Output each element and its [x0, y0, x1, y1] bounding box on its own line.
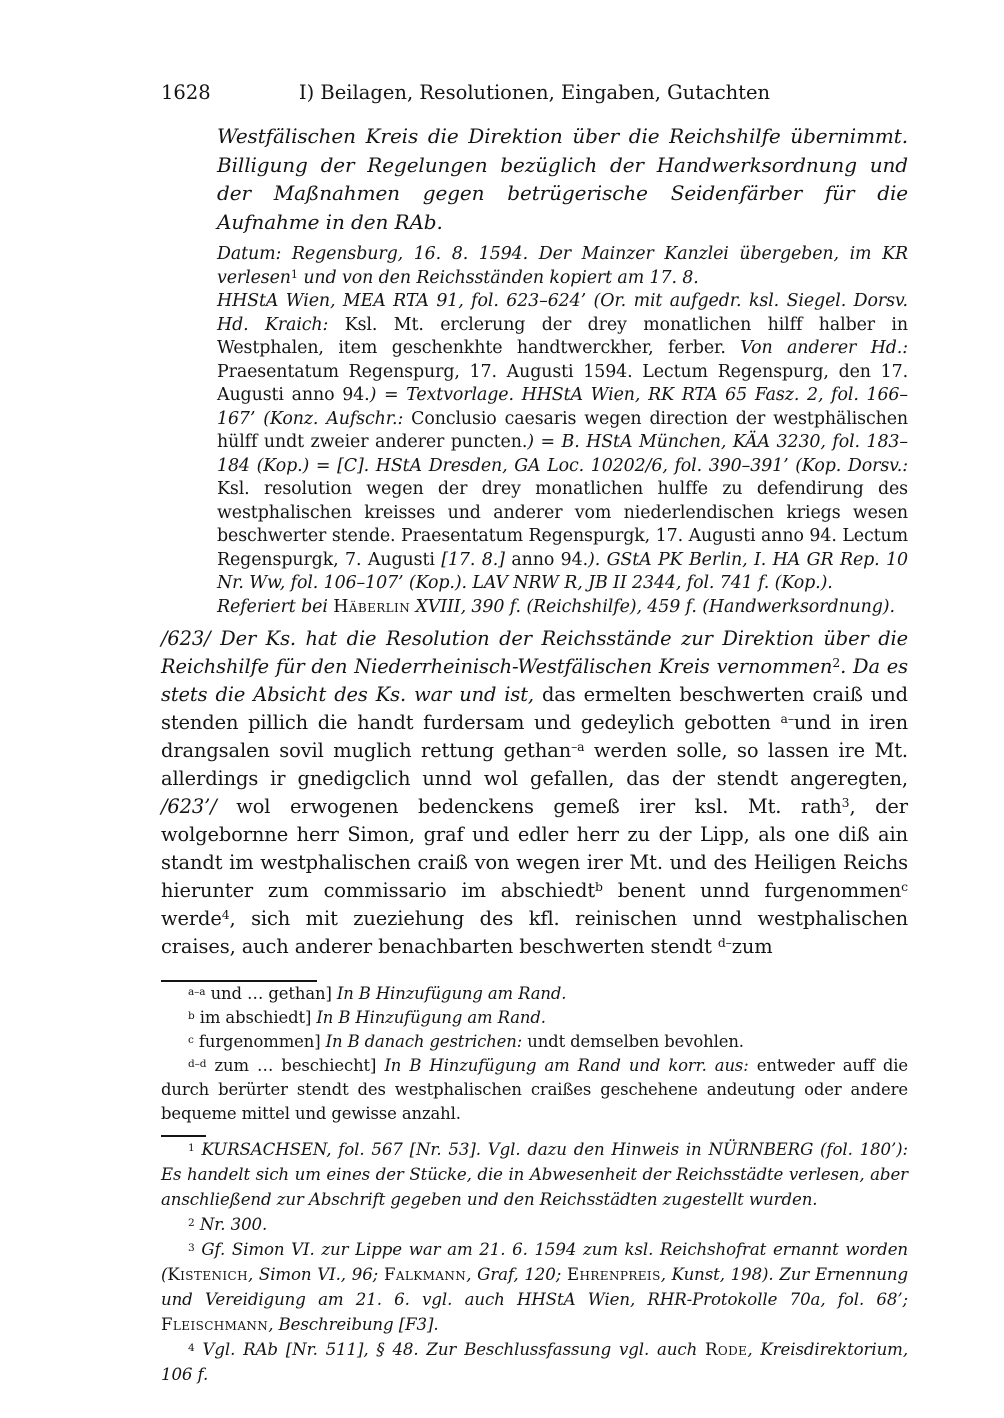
text-block [161, 80, 908, 1387]
footnote-3: $^3$ Gf. Simon VI. zur Lippe war am 21. 6. 1594 zum ksl. Reichshofrat ernannt worden (Kistenich, Simon VI., 96; Falkmann, Graf, 120; Ehrenpreis, Kunst, 198). Zur Ernennung und Vereidigung am 21. 6. vgl. auch HHStA Wien, RHR-Protokolle 70a, fol. 68’; Fleischmann, Beschreibung [F3]. [161, 1240, 909, 1335]
commentary-footnotes [161, 1135, 908, 1387]
critical-apparatus [161, 980, 908, 1126]
page-header [161, 80, 908, 106]
footnote-4: $^4$ Vgl. RAb [Nr. 511], § 48. Zur Beschlussfassung vgl. auch Rode, Kreisdirektorium, 106 f. [161, 1340, 908, 1385]
variant-note-c: $^c$ furgenommen] In B danach gestrichen: undt demselben bevohlen. [188, 1032, 744, 1052]
datum-line: Datum: Regensburg, 16. 8. 1594. Der Mainzer Kanzlei übergeben, im KR verlesen$^1$ und von den Reichsständen kopiert am 17. 8. [217, 244, 908, 288]
document-body: /623/ Der Ks. hat die Resolution der Reichsstände zur Direktion über die Reichshilfe für den Niederrheinisch-Westfälischen Kreis vernommen$^2$. Da es stets die Absicht des Ks. war und ist, das ermelten beschwerten craiß und stenden pillich die handt furdersam und gedeylich gebotten $^{a-}$und in iren drangsalen sovil muglich rettung gethan$^{-a}$ werden solle, so lassen ire Mt. allerdings ir gnedigclich unnd wol gefallen, das der stendt angeregten, /623’/ wol erwogenen bedenckens gemeß irer ksl. Mt. rath$^3$, der wolgebornne herr Simon, graf und edler herr zu der Lipp, als one diß ain standt im westphalischen craiß von wegen irer Mt. und des Heiligen Reichs hierunter zum commissario im abschiedt$^b$ benent unnd furgenommen$^c$ werde$^4$, sich mit zueziehung des kfl. reinischen unnd westphalischen craises, auch anderer benachbarten beschwerten stendt $^{d-}$zum [161, 627, 909, 958]
variant-note-d: $^{d-d}$ zum … beschiecht] In B Hinzufügung am Rand und korr. aus: entweder auff die durch berürter stendt des westphalischen craißes geschehene andeutung oder andere bequeme mittel und gewisse anzahl. [161, 1056, 908, 1124]
footnote-2: $^2$ Nr. 300. [188, 1215, 268, 1235]
document-summary: Westfälischen Kreis die Direktion über die Reichshilfe übernimmt. Billigung der Regelungen bezüglich der Handwerksordnung und der Maßnahmen gegen betrügerische Seidenfärber für die Aufnahme in den RAb. [217, 124, 908, 234]
reference-line: Referiert bei Häberlin XVIII, 390 f. (Reichshilfe), 459 f. (Handwerksordnung). [217, 596, 895, 617]
page-number: 1628 [161, 81, 211, 104]
variant-note-a: $^{a-a}$ und … gethan] In B Hinzufügung am Rand. [188, 984, 567, 1004]
source-description: HHStA Wien, MEA RTA 91, fol. 623–624’ (Or. mit aufgedr. ksl. Siegel. Dorsv. Hd. Kraich: Ksl. Mt. erclerung der drey monatlichen hilff halber in Westphalen, item geschenkhte handtwerckher, ferber. Von anderer Hd.: Praesentatum Regenspurg, 17. Augusti 1594. Lectum Regenspurg, den 17. Augusti anno 94.) = Textvorlage. HHStA Wien, RK RTA 65 Fasz. 2, fol. 166–167’ (Konz. Aufschr.: Conclusio caesaris wegen direction der westphälischen hülff undt zweier anderer puncten.) = B. HStA München, KÄA 3230, fol. 183–184 (Kop.) = [C]. HStA Dresden, GA Loc. 10202/6, fol. 390–391’ (Kop. Dorsv.: Ksl. resolution wegen der drey monatlichen hulffe zu defendirung des westphalischen kreisses und anderer vom niederlendischen kriegs wesen beschwerter stende. Praesentatum Regenspurgk, 17. Augusti anno 94. Lectum Regenspurgk, 7. Augusti [17. 8.] anno 94.). GStA PK Berlin, I. HA GR Rep. 10 Nr. Ww, fol. 106–107’ (Kop.). LAV NRW R, JB II 2344, fol. 741 f. (Kop.). [217, 291, 908, 593]
footnote-1: $^1$ KURSACHSEN, fol. 567 [Nr. 53]. Vgl. dazu den Hinweis in NÜRNBERG (fol. 180’): Es handelt sich um eines der Stücke, die in Abwesenheit der Reichsstädte verlesen, aber anschließend zur Abschrift gegeben und den Reichsstädten zugestellt wurden. [161, 1140, 908, 1210]
variant-note-b: $^b$ im abschiedt] In B Hinzufügung am Rand. [188, 1008, 546, 1028]
running-head: I) Beilagen, Resolutionen, Eingaben, Gutachten [298, 81, 771, 104]
